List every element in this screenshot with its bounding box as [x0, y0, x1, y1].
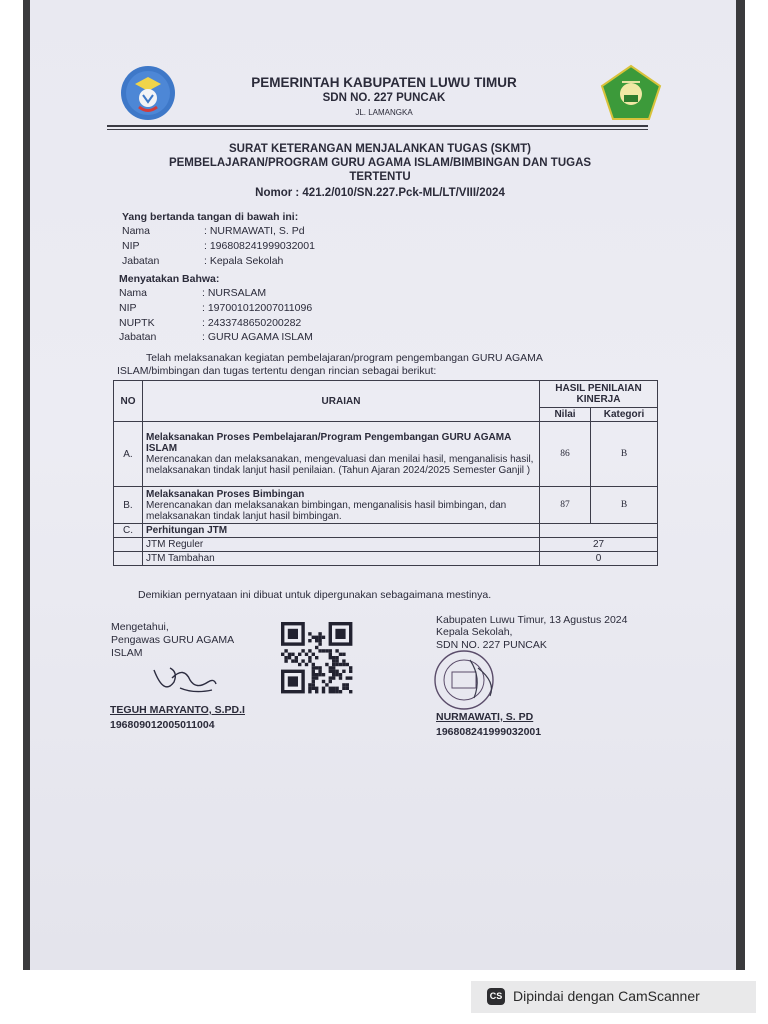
row-desc: Merencanakan dan melaksanakan, mengevaluasi dan menilai hasil, menganalisis hasil, melaksanakan tindak lanjut hasil penilaian. (Tahun Ajaran 2024/2025 Semester Ganjil ) — [146, 454, 534, 476]
row-uraian — [143, 487, 540, 524]
row-uraian — [143, 422, 540, 487]
letter-title-line2: PEMBELAJARAN/PROGRAM GURU AGAMA ISLAM/BIMBINGAN DAN TUGAS — [168, 157, 592, 169]
jtm-title: Perhitungan JTM — [143, 524, 540, 538]
signer-name-label: Nama — [122, 225, 151, 237]
camscanner-badge — [471, 981, 756, 1013]
signer-nip-label: NIP — [122, 240, 140, 252]
subject-nip-label: NIP — [119, 302, 137, 314]
subject-heading: Menyatakan Bahwa: — [119, 273, 220, 285]
camscanner-text: Dipindai dengan CamScanner — [513, 988, 700, 1004]
closing-statement: Demikian pernyataan ini dibuat untuk dipergunakan sebagaimana mestinya. — [138, 589, 492, 601]
left-sign-line1: Mengetahui, — [111, 621, 169, 633]
row-title: Melaksanakan Proses Pembelajaran/Program Pengembangan GURU AGAMA ISLAM — [146, 432, 511, 454]
letter-title-line1: SURAT KETERANGAN MENJALANKAN TUGAS (SKMT) — [229, 143, 531, 155]
signer-jabatan-label: Jabatan — [122, 255, 160, 267]
handwritten-signature-icon — [150, 660, 220, 698]
header-address: JL. LAMANGKA — [355, 108, 413, 117]
signer-name-value: : NURMAWATI, S. Pd — [204, 225, 305, 237]
subject-name-label: Nama — [119, 287, 148, 299]
table-row — [114, 538, 658, 552]
right-sign-line2: Kepala Sekolah, — [436, 626, 513, 638]
performance-table — [113, 380, 658, 566]
row-nilai: 86 — [540, 422, 591, 487]
subject-name-value: : NURSALAM — [202, 287, 267, 299]
left-sign-line3: ISLAM — [111, 647, 143, 659]
intro-line1: Telah melaksanakan kegiatan pembelajaran/program pengembangan GURU AGAMA — [146, 352, 543, 364]
header-hasil: HASIL PENILAIAN KINERJA — [540, 381, 658, 408]
subject-jabatan-label: Jabatan — [119, 331, 157, 343]
header-divider — [107, 125, 648, 127]
right-sign-line3: SDN NO. 227 PUNCAK — [436, 639, 547, 651]
header-nilai: Nilai — [540, 408, 591, 422]
subject-nuptk-label: NUPTK — [119, 317, 155, 329]
header-government: PEMERINTAH KABUPATEN LUWU TIMUR — [251, 75, 517, 90]
table-row — [114, 524, 658, 538]
jtm-tambahan-value: 0 — [540, 552, 658, 566]
row-no: A. — [114, 422, 143, 487]
table-row — [114, 552, 658, 566]
subject-nuptk-value: : 2433748650200282 — [202, 317, 302, 329]
right-sign-nip: 196808241999032001 — [436, 726, 542, 738]
letter-number: Nomor : 421.2/010/SN.227.Pck-ML/LT/VIII/2024 — [255, 187, 505, 199]
table-row — [114, 487, 658, 524]
row-nilai: 87 — [540, 487, 591, 524]
signer-heading: Yang bertanda tangan di bawah ini: — [122, 211, 299, 223]
jtm-tambahan-label: JTM Tambahan — [143, 552, 540, 566]
row-no: B. — [114, 487, 143, 524]
header-uraian: URAIAN — [143, 381, 540, 422]
header-kategori: Kategori — [591, 408, 658, 422]
subject-nip-value: : 197001012007011096 — [202, 302, 313, 314]
jtm-no: C. — [114, 524, 143, 538]
subject-jabatan-value: : GURU AGAMA ISLAM — [202, 331, 313, 343]
right-sign-line1: Kabupaten Luwu Timur, 13 Agustus 2024 — [436, 614, 628, 626]
letter-title-line3: TERTENTU — [349, 171, 411, 183]
row-title: Melaksanakan Proses Bimbingan — [146, 488, 305, 500]
left-sign-line2: Pengawas GURU AGAMA — [111, 634, 235, 646]
header-divider-thin — [107, 129, 648, 130]
jtm-reguler-value: 27 — [540, 538, 658, 552]
school-stamp-icon — [430, 648, 502, 712]
table-row — [114, 422, 658, 487]
jtm-reguler-label: JTM Reguler — [143, 538, 540, 552]
intro-line2: ISLAM/bimbingan dan tugas tertentu dengan rincian sebagai berikut: — [117, 365, 437, 377]
qr-code-icon — [281, 622, 357, 694]
header-school: SDN NO. 227 PUNCAK — [322, 92, 446, 104]
header-no: NO — [114, 381, 143, 422]
right-sign-name: NURMAWATI, S. PD — [436, 711, 534, 723]
signer-jabatan-value: : Kepala Sekolah — [204, 255, 284, 267]
signer-nip-value: : 196808241999032001 — [204, 240, 315, 252]
left-sign-nip: 196809012005011004 — [110, 719, 215, 731]
camscanner-icon: CS — [487, 988, 505, 1005]
row-kategori: B — [591, 487, 658, 524]
row-desc: Merencanakan dan melaksanakan bimbingan, menganalisis hasil bimbingan, dan melaksanakan tindak lanjut hasil bimbingan. — [146, 499, 507, 522]
row-kategori: B — [591, 422, 658, 487]
left-sign-name: TEGUH MARYANTO, S.PD.I — [110, 704, 245, 716]
